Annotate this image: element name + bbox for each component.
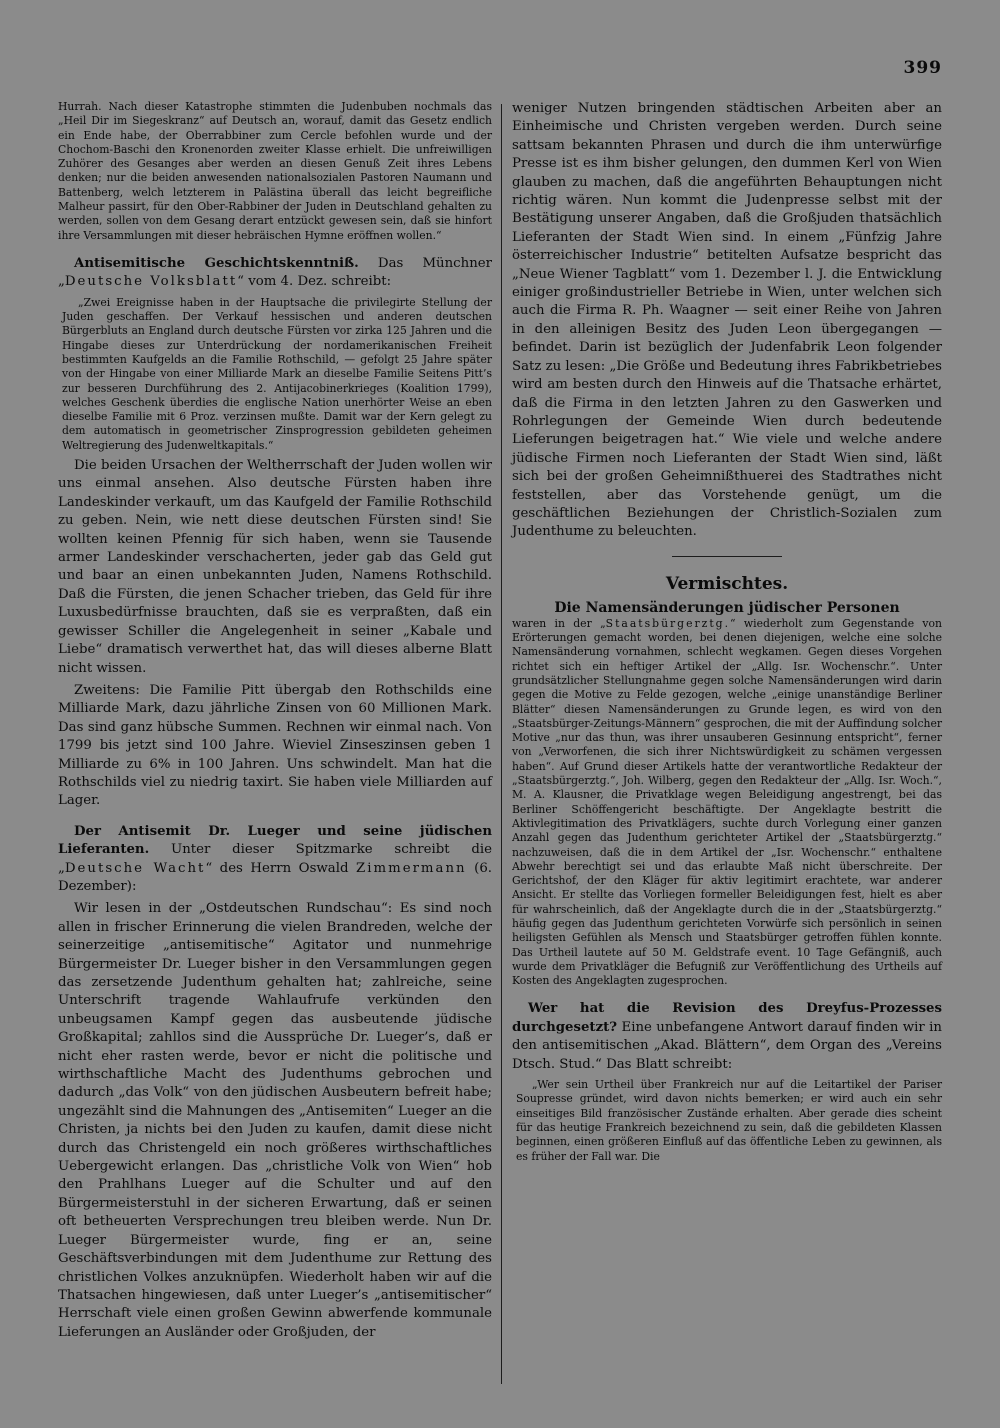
article-antisemitische-geschichtskenntniss: Antisemitische Geschichtskenntniß. Das Münchner „Deutsche Volksblatt“ vom 4. Dez. schreibt: bbox=[58, 255, 492, 290]
article-heading: Antisemitische Geschichtskenntniß. bbox=[74, 255, 359, 271]
newspaper-name: Staatsbürgerztg. bbox=[605, 616, 731, 630]
article-heading: Der Antisemit Dr. Lueger und seine jüdischen Lieferanten. bbox=[58, 823, 492, 858]
paragraph: Die beiden Ursachen der Weltherrschaft der Juden wollen wir uns einmal ansehen. Also deutsche Fürsten haben ihre Landeskinder verkauft, um das Kaufgeld der Familie Rothschild zu geben. Nein, wie nett diese deutschen Fürsten sind! Sie wollten keinen Pfennig für sich haben, wenn sie Tausende armer Landeskinder verschacherten, jeder gab das Geld gut und baar an einen unbekannten Juden, Namens Rothschild. Daß die Fürsten, die jenen Schacher trieben, das Geld für ihre Luxusbedürfnisse brauchten, daß sie es verpraßten, daß ein gewisser Schiller die Angelegenheit in seiner „Kabale und Liebe“ dramatisch verwerthet hat, das will dieses alberne Blatt nicht wissen. bbox=[58, 458, 492, 676]
article-namensaenderungen: waren in der „Staatsbürgerztg.“ wiederholt zum Gegenstande von Erörterungen gemacht worden, bei denen diejenigen, welche eine solche Namensänderung vornahmen, schlecht wegkamen. Gegen dieses Vorgehen richtet sich ein heftiger Artikel der „Allg. Isr. Wochenschr.“. Unter grundsätzlicher Stellungnahme gegen solche Namensänderungen wird darin gegen die Motive zu Felde gezogen, welche „einige unanständige Berliner Blätter“ diesen Namensänderungen zu Grunde legen, es wird von den „Staatsbürger-Zeitungs-Männern“ gesprochen, die mit der Auffindung solcher Motive „nur das thun, was ihrer unsauberen Gesinnung entspricht“, ferner von „Verworfenen, die sich ihrer Nichtswürdigkeit zu schämen vergessen haben“. Auf Grund dieser Artikels hatte der verantwortliche Redakteur der „Staatsbürgerztg.“, Joh. Wilberg, gegen den Redakteur der „Allg. Isr. Woch.“, M. A. Klausner, die Privatklage wegen Beleidigung angestrengt, bei das Berliner Schöffengericht beschäftigte. Der Angeklagte bestritt die Aktivlegitimation des Privatklägers, suchte durch Vorlegung einer ganzen Anzahl gegen das Judenthum gerichteter Artikel der „Staatsbürgerztg.“ nachzuweisen, daß die in dem Artikel der „Isr. Wochenschr.“ enthaltene Abwehr berechtigt sei und das erlaubte Maß nicht überschreite. Der Gerichtshof, der den Kläger für aktiv legitimirt erachtete, war anderer Ansicht. Er stellte das Vorliegen formeller Beleidigungen fest, hielt es aber für wahrscheinlich, daß der Angeklagte durch die in der „Staatsbürgerztg.“ häufig gegen das Judenthum gerichteten Vorwürfe sich persönlich in seinen heiligsten Gefühlen als Mensch und Staatsbürger getroffen fühlen konnte. Das Urtheil lautete auf 50 M. Geldstrafe event. 10 Tage Gefängniß, auch wurde dem Privatkläger die Befugniß zur Veröffentlichung des Urtheils auf Kosten des Angeklagten zugesprochen. bbox=[512, 616, 942, 988]
article-dreyfus: Wer hat die Revision des Dreyfus-Prozesses durchgesetzt? Eine unbefangene Antwort darauf finden wir in den antisemitischen „Akad. Blättern“, dem Organ des „Vereins Dtsch. Stud.“ Das Blatt schreibt: bbox=[512, 1001, 942, 1072]
newspaper-name: Deutsche Volksblatt bbox=[64, 274, 238, 290]
article-lueger: Der Antisemit Dr. Lueger und seine jüdischen Lieferanten. Unter dieser Spitzmarke schreibt die „Deutsche Wacht“ des Herrn Oswald Zimmermann (6. Dezember): bbox=[58, 823, 493, 894]
newspaper-name: Deutsche Wacht bbox=[64, 860, 206, 876]
section-title: Vermischtes. bbox=[665, 573, 789, 594]
paragraph: weniger Nutzen bringenden städtischen Arbeiten aber an Einheimische und Christen vergeben werden. Durch seine sattsam bekannten Phrasen und durch die ihm unterwürfige Presse ist es ihm bisher gelungen, den dummen Kerl von Wien glauben zu machen, daß die angeführten Behauptungen nicht richtig wären. Nun kommt die Judenpresse selbst mit der Bestätigung unserer Angaben, daß die Großjuden thatsächlich Lieferanten der Stadt Wien sind. In einem „Fünfzig Jahre österreichischer Industrie“ betitelten Aufsatze bespricht das „Neue Wiener Tagblatt“ vom 1. Dezember l. J. die Entwicklung einiger großindustrieller Betriebe in Wien, unter welchen sich auch die Firma R. Ph. Waagner — seit einer Reihe von Jahren in den alleinigen Besitz des Juden Leon übergegangen — befindet. Darin ist bezüglich der Judenfabrik Leon folgender Satz zu lesen: „Die Größe und Bedeutung ihres Fabrikbetriebes wird am besten durch den Hinweis auf die Thatsache erhärtet, daß die Firma in den letzten Jahren zu den Gaswerken und Rohrlegungen der Gemeinde Wien durch bedeutende Lieferungen beigetragen hat.“ Wie viele und welche andere jüdische Firmen noch Lieferanten der Stadt Wien sind, läßt sich bei der großen Geheimnißthuerei des Stadtrathes nicht feststellen, aber das Vorstehende genügt, um die geschäftlichen Beziehungen der Christlich-Sozialen zum Judenthume zu beleuchten. bbox=[512, 101, 942, 540]
page-number: 399 bbox=[903, 58, 942, 78]
article-heading: Wer hat die Revision des Dreyfus-Prozesses durchgesetzt? bbox=[512, 1001, 942, 1035]
right-column bbox=[512, 100, 942, 1168]
author-name: Zimmermann bbox=[356, 860, 467, 876]
column-divider bbox=[501, 104, 502, 1384]
block-quote: „Wer sein Urtheil über Frankreich nur auf die Leitartikel der Pariser Soupresse gründet, wird davon nichts bemerken; er wird auch ein sehr einseitiges Bild französischer Zustände erhalten. Aber gerade dies scheint für das heutige Frankreich bezeichnend zu sein, daß die gebildeten Klassen beginnen, einen größeren Einfluß auf das öffentliche Leben zu gewinnen, als es früher der Fall war. Die bbox=[516, 1078, 942, 1163]
paragraph: Zweitens: Die Familie Pitt übergab den Rothschilds eine Milliarde Mark, dazu jährliche Zinsen von 60 Millionen Mark. Das sind ganz hübsche Summen. Rechnen wir einmal nach. Von 1799 bis jetzt sind 100 Jahre. Wieviel Zinseszinsen geben 1 Milliarde zu 6% in 100 Jahren. Uns schwindelt. Man hat die Rothschilds viel zu niedrig taxirt. Sie haben viele Milliarden auf Lager. bbox=[58, 682, 492, 809]
article-continuation: Hurrah. Nach dieser Katastrophe stimmten die Judenbuben nochmals das „Heil Dir im Siegeskranz“ auf Deutsch an, worauf, damit das Gesetz endlich ein Ende habe, der Oberrabbiner zum Cercle befohlen wurde und der Chochom-Baschi den Kronenorden zweiter Klasse erhielt. Die unfreiwilligen Zuhörer des Gesanges aber werden an diesen Genuß Zeit ihres Lebens denken; nur die beiden anwesenden nationalsozialen Pastoren Naumann und Battenberg, welch letzterem in Palästina überall das leicht begreifliche Malheur passirt, für den Ober-Rabbiner der Juden in Deutschland gehalten zu werden, sollen von dem Gesang derart entzückt gewesen sein, daß sie hinfort ihre Versammlungen mit dieser hebräischen Hymne eröffnen wollen.“ bbox=[58, 100, 492, 242]
left-column bbox=[58, 100, 492, 1346]
article-heading: Die Namensänderungen jüdischer Personen bbox=[554, 599, 900, 616]
block-quote: „Zwei Ereignisse haben in der Hauptsache die privilegirte Stellung der Juden geschaffen. Der Verkauf hessischen und anderen deutschen Bürgerbluts an England durch deutsche Fürsten vor zirka 125 Jahren und die Hingabe dieses zur Unterdrückung der nordamerikanischen Freiheit bestimmten Kaufgelds an die Familie Rothschild, — gefolgt 25 Jahre später von der Hingabe von einer Milliarde Mark an dieselbe Familie Seitens Pitt’s zur besseren Durchführung des 2. Antijacobinerkrieges (Koalition 1799), welches Geschenk überdies die englische Nation unerhörter Weise an eben dieselbe Familie mit 6 Proz. verzinsen mußte. Damit war der Kern gelegt zu dem automatisch in geometrischer Zinsprogression gebildeten geheimen Weltregierung des Judenweltkapitals.“ bbox=[62, 295, 492, 452]
quoted-article: Wir lesen in der „Ostdeutschen Rundschau“: Es sind noch allen in frischer Erinnerung die vielen Brandreden, welche der seinerzeitige „antisemitische“ Agitator und nunmehrige Bürgermeister Dr. Lueger bisher in den Versammlungen gegen das zersetzende Judenthum gehalten hat; zahlreiche, seine Unterschrift tragende Wahlaufrufe verkünden den unbeugsamen Kampf gegen das ausbeutende jüdische Großkapital; zahllos sind die Aussprüche Dr. Lueger’s, daß er nicht eher rasten werde, bevor er nicht die politische und wirthschaftliche Macht des Judenthums gebrochen und dadurch „das Volk“ von den jüdischen Ausbeutern befreit habe; ungezählt sind die Mahnungen des „Antisemiten“ Lueger an die Christen, ja nichts bei den Juden zu kaufen, damit diese nicht durch das Christengeld ein noch größeres wirthschaftliches Uebergewicht erlangen. Das „christliche Volk von Wien“ hob den Prahlhans Lueger auf die Schulter und auf den Bürgermeisterstuhl in der sicheren Erwartung, daß er seinen oft betheuerten Versprechungen treu bleiben werde. Nun Dr. Lueger Bürgermeister wurde, fing er an, seine Geschäftsverbindungen mit dem Judenthume zur Rettung des christlichen Volkes anzuknüpfen. Wiederholt haben wir auf die Thatsachen hingewiesen, daß unter Lueger’s „antisemitischer“ Herrschaft viele einen großen Gewinn abwerfende kommunale Lieferungen an Ausländer oder Großjuden, der bbox=[58, 901, 492, 1340]
section-divider bbox=[672, 556, 782, 557]
